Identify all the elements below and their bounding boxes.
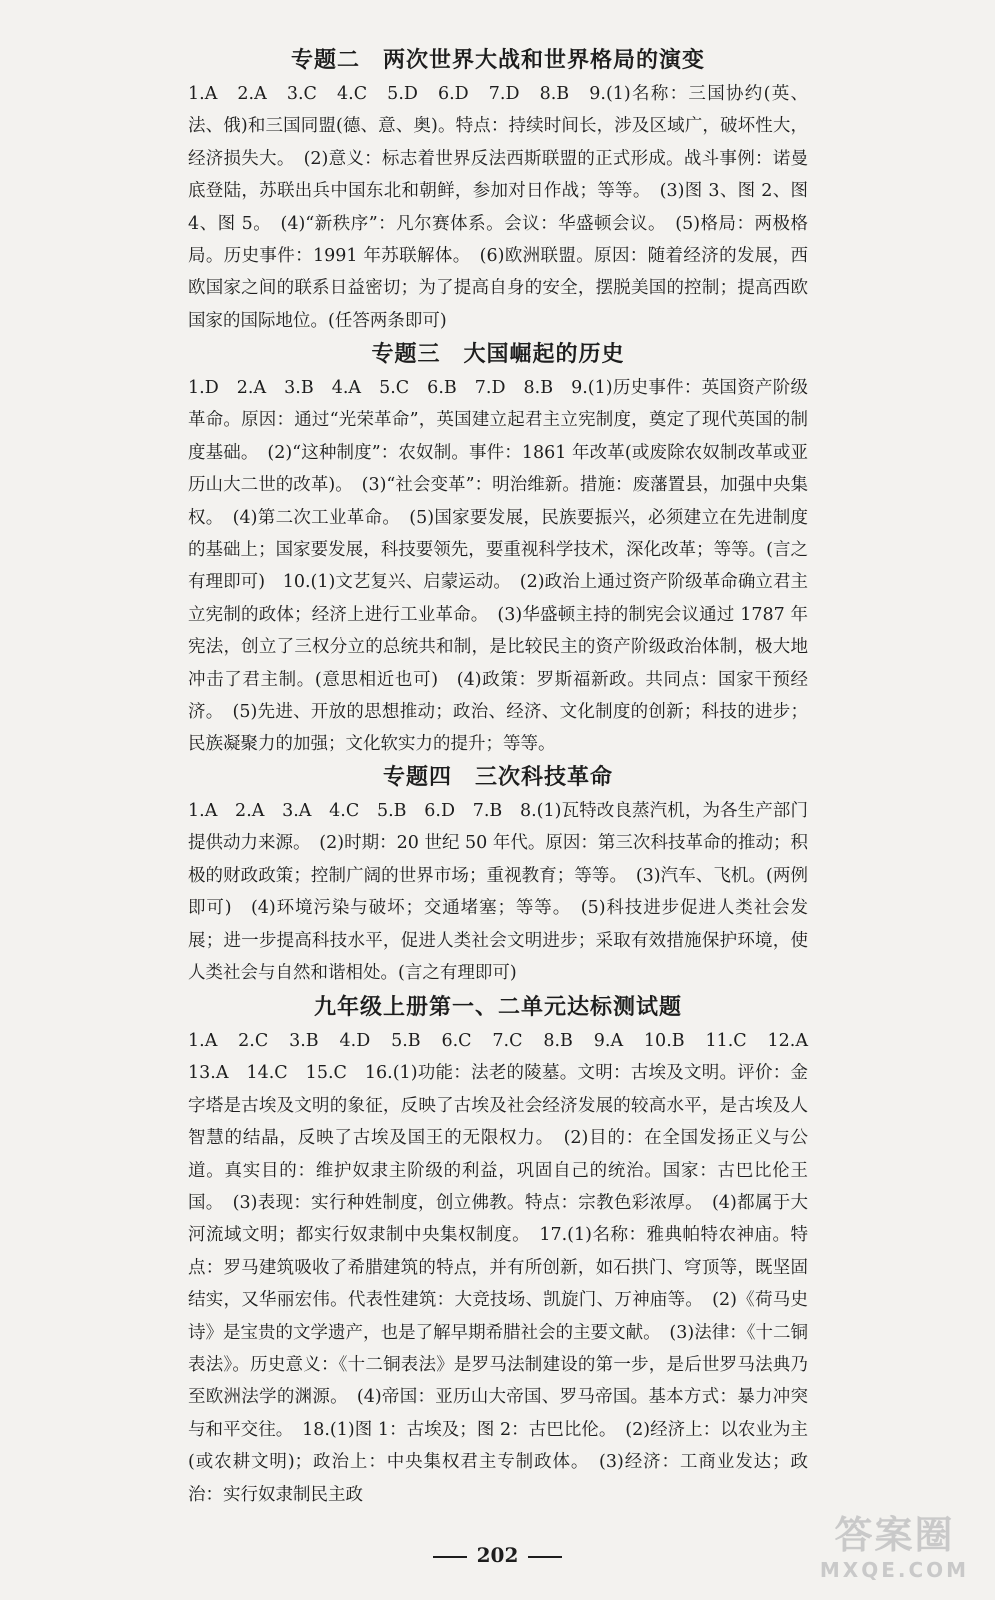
page-number-value: 202 — [476, 1543, 519, 1567]
watermark-bottom: MXQE.COM — [819, 1558, 970, 1582]
section-answers: 1.A 2.C 3.B 4.D 5.B 6.C 7.C 8.B 9.A 10.B 11.C 12.A 13.A 14.C 15.C 16.(1)功能：法老的陵墓。文明：古埃及文明。评价：金字塔是古埃及文明的象征，反映了古埃及社会经济发展的较高水平，是古埃及人智慧的结晶，反映了古埃及国王的无限权力。 (2)目的：在全国发扬正义与公道。真实目的：维护奴隶主阶级的利益，巩固自己的统治。国家：古巴比伦王国。 (3)表现：实行种姓制度，创立佛教。特点：宗教色彩浓厚。 (4)都属于大河流域文明；都实行奴隶制中央集权制度。 17.(1)名称：雅典帕特农神庙。特点：罗马建筑吸收了希腊建筑的特点，并有所创新，如石拱门、穹顶等，既坚固结实，又华丽宏伟。代表性建筑：大竞技场、凯旋门、万神庙等。 (2)《荷马史诗》是宝贵的文学遗产，也是了解早期希腊社会的主要文献。 (3)法律：《十二铜表法》。历史意义：《十二铜表法》是罗马法制建设的第一步，是后世罗马法典乃至欧洲法学的渊源。 (4)帝国：亚历山大帝国、罗马帝国。基本方式：暴力冲突与和平交往。 18.(1)图 1：古埃及；图 2：古巴比伦。 (2)经济上：以农业为主(或农耕文明)；政治上：中央集权君主专制政体。 (3)经济：工商业发达；政治：实行奴隶制民主政 — [188, 1031, 826, 1505]
section-title: 专题四 三次科技革命 — [382, 764, 613, 790]
dash-left — [433, 1556, 467, 1558]
section-answers: 1.A 2.A 3.A 4.C 5.B 6.D 7.B 8.(1)瓦特改良蒸汽机，为各生产部门提供动力来源。 (2)时期：20 世纪 50 年代。原因：第三次科技革命的推动；积极的财政政策；控制广阔的世界市场；重视教育；等等。 (3)汽车、飞机。(两例即可) (4)环境污染与破坏；交通堵塞；等等。 (5)科技进步促进人类社会发展；进一步提高科技水平，促进人类社会文明进步；采取有效措施保护环境，使人类社会与自然和谐相处。(言之有理即可) — [188, 801, 808, 984]
dash-right — [528, 1556, 562, 1558]
section-topic-three — [188, 336, 808, 761]
section-topic-two — [188, 42, 808, 337]
section-unit-test — [188, 989, 826, 1511]
watermark-logo — [812, 1512, 977, 1592]
section-title: 专题三 大国崛起的历史 — [371, 341, 625, 367]
section-title: 专题二 两次世界大战和世界格局的演变 — [290, 47, 705, 73]
section-answers: 1.A 2.A 3.C 4.C 5.D 6.D 7.D 8.B 9.(1)名称：三国协约(英、法、俄)和三国同盟(德、意、奥)。特点：持续时间长，涉及区域广，破坏性大，经济损失大。 (2)意义：标志着世界反法西斯联盟的正式形成。战斗事例：诺曼底登陆，苏联出兵中国东北和朝鲜，参加对日作战；等等。 (3)图 3、图 2、图 4、图 5。 (4)“新秩序”：凡尔赛体系。会议：华盛顿会议。 (5)格局：两极格局。历史事件：1991 年苏联解体。 (6)欧洲联盟。原因：随着经济的发展，西欧国家之间的联系日益密切；为了提高自身的安全，摆脱美国的控制；提高西欧国家的国际地位。(任答两条即可) — [188, 84, 808, 331]
watermark-top: 答案圈 — [834, 1513, 955, 1557]
section-answers: 1.D 2.A 3.B 4.A 5.C 6.B 7.D 8.B 9.(1)历史事件：英国资产阶级革命。原因：通过“光荣革命”，英国建立起君主立宪制度，奠定了现代英国的制度基础。 (2)“这种制度”：农奴制。事件：1861 年改革(或废除农奴制改革或亚历山大二世的改革)。 (3)“社会变革”：明治维新。措施：废藩置县，加强中央集权。 (4)第二次工业革命。 (5)国家要发展，民族要振兴，必须建立在先进制度的基础上；国家要发展，科技要领先，要重视科学技术，深化改革；等等。(言之有理即可) 10.(1)文艺复兴、启蒙运动。 (2)政治上通过资产阶级革命确立君主立宪制的政体；经济上进行工业革命。 (3)华盛顿主持的制宪会议通过 1787 年宪法，创立了三权分立的总统共和制，是比较民主的资产阶级政治体制，极大地冲击了君主制。(意思相近也可) (4)政策：罗斯福新政。共同点：国家干预经济。 (5)先进、开放的思想推动；政治、经济、文化制度的创新；科技的进步；民族凝聚力的加强；文化软实力的提升；等等。 — [188, 378, 808, 755]
section-topic-four — [188, 759, 808, 989]
section-title: 九年级上册第一、二单元达标测试题 — [313, 994, 682, 1020]
